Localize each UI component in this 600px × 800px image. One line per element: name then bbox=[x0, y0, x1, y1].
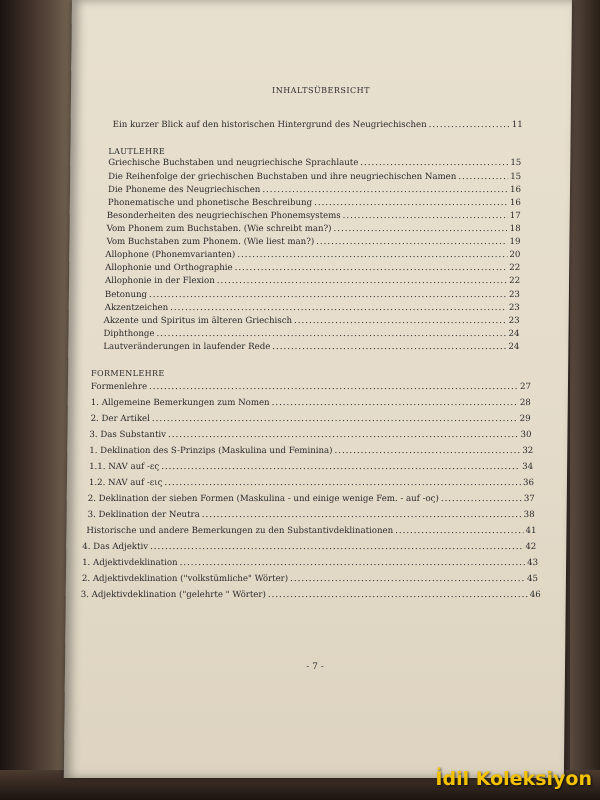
page-title: INHALTSÜBERSICHT bbox=[272, 86, 371, 95]
toc-entry: Phonematische und phonetische Beschreibung ..... 16 bbox=[108, 198, 521, 208]
toc-entry: Formenlehre ..... 27 bbox=[91, 382, 531, 392]
toc-entry: Allophonie und Orthographie ..... 22 bbox=[105, 263, 520, 273]
toc-entry: 3. Das Substantiv ..... 30 bbox=[89, 430, 531, 440]
toc-entry: 3. Adjektivdeklination ("gelehrte " Wörter) ..... 46 bbox=[81, 590, 541, 600]
toc-entry-page: 11 bbox=[511, 120, 523, 130]
toc-entry: Lautveränderungen in laufender Rede ..... 24 bbox=[103, 342, 519, 352]
toc-entry: Allophonie in der Flexion ..... 22 bbox=[105, 276, 520, 286]
toc-entry: 2. Der Artikel ..... 29 bbox=[91, 414, 531, 424]
toc-entry: 1. Deklination des S-Prinzips (Maskulina und Feminina) ..... 32 bbox=[89, 446, 533, 456]
toc-entry: 2. Deklination der sieben Formen (Maskulina - und einige wenige Fem. - auf -ος) ..... 37 bbox=[88, 494, 535, 504]
toc-entry: Vom Buchstaben zum Phonem. (Wie liest man?) ..... 19 bbox=[106, 237, 520, 247]
page-number: - 7 - bbox=[306, 662, 324, 672]
toc-entry: 4. Das Adjektiv ..... 42 bbox=[82, 542, 536, 552]
toc-entry: 1. Adjektivdeklination ..... 43 bbox=[82, 558, 538, 568]
watermark-logo: İdil Koleksiyon bbox=[435, 768, 592, 790]
toc-entry: 1. Allgemeine Bemerkungen zum Nomen ..... 28 bbox=[91, 398, 531, 408]
toc-entry-intro bbox=[113, 120, 523, 130]
toc-entry: 1.1. NAV auf -ες ..... 34 bbox=[89, 462, 533, 472]
toc-entry: Akzente und Spiritus im älteren Griechisch ..... 23 bbox=[104, 316, 520, 326]
section-heading-lautlehre: LAUTLEHRE bbox=[108, 147, 166, 156]
toc-entry: Betonung ..... 23 bbox=[105, 290, 520, 300]
table-edge-right bbox=[570, 0, 600, 800]
toc-entry: Diphthonge ..... 24 bbox=[103, 329, 519, 339]
toc-entry: Akzentzeichen ..... 23 bbox=[105, 303, 520, 313]
toc-entry-text: Ein kurzer Blick auf den historischen Hintergrund des Neugriechischen bbox=[112, 120, 427, 130]
toc-entry: Griechische Buchstaben und neugriechische Sprachlaute ..... 15 bbox=[108, 158, 521, 168]
toc-entry: Historische und andere Bemerkungen zu den Substantivdeklinationen ..... 41 bbox=[86, 526, 536, 536]
toc-entry: Allophone (Phonemvarianten) ..... 20 bbox=[105, 250, 520, 260]
book-page bbox=[64, 0, 572, 778]
section-heading-formenlehre: FORMENLEHRE bbox=[91, 369, 165, 378]
toc-entry: Die Reihenfolge der griechischen Buchstaben und ihre neugriechischen Namen ..... 15 bbox=[108, 172, 521, 182]
toc-entry: 3. Deklination der Neutra ..... 38 bbox=[88, 510, 535, 520]
toc-entry: Besonderheiten des neugriechischen Phonemsystems ..... 17 bbox=[107, 211, 521, 221]
toc-entry: Vom Phonem zum Buchstaben. (Wie schreibt man?) ..... 18 bbox=[107, 224, 521, 234]
toc-entry: 2. Adjektivdeklination ("volkstümliche" Wörter) ..... 45 bbox=[82, 574, 538, 584]
toc-entry: Die Phoneme des Neugriechischen ..... 16 bbox=[108, 185, 521, 195]
toc-entry: 1.2. NAV auf -εις ..... 36 bbox=[89, 478, 534, 488]
